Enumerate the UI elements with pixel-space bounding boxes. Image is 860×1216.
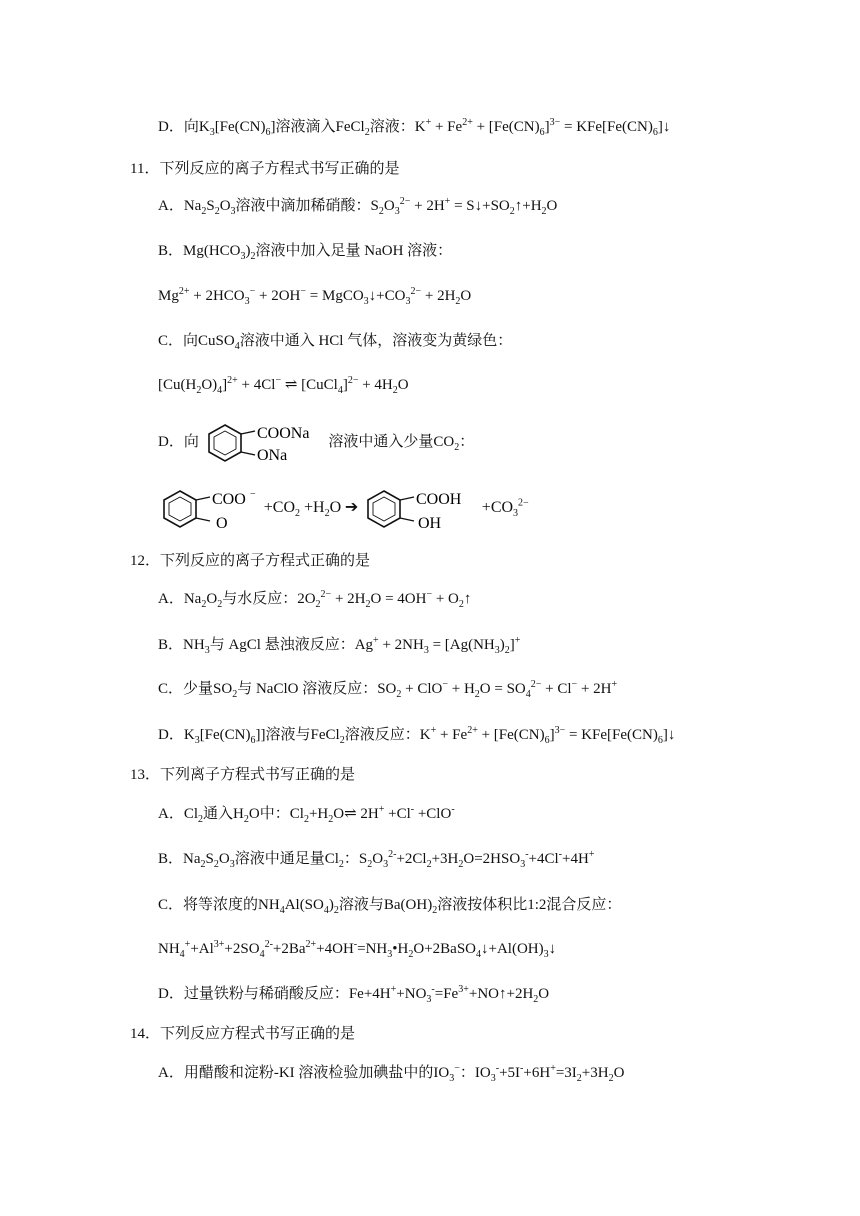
q11-option-c: C．向CuSO$_4$溶液中通入 HCl 气体，溶液变为黄绿色： — [158, 333, 513, 352]
q13-option-b: B．$Na_2S_2O_3$溶液中通足量$Cl_2$：$S_2O_3^{2-}+2Cl_2+3H_2O=2HSO_3^-+4Cl^-+4H^+$ — [158, 849, 595, 870]
q13-option-c: C．将等浓度的$NH_4Al(SO_4)_2$溶液与$Ba(OH)_2$溶液按体积比1:2混合反应： — [158, 897, 622, 916]
mol3-group-2: OH — [418, 514, 442, 532]
question-13-stem: 13．下列离子方程式书写正确的是 — [130, 767, 356, 783]
q10-option-d: D．向$K_3[Fe(CN)_6]$溶液滴入FeCl$_2$溶液：$K^+ + Fe^{2+} + [Fe(CN)_6]^{3-}$ = $KFe[Fe(CN)_6]↓$ — [158, 117, 671, 138]
question-11-stem: 11．下列反应的离子方程式书写正确的是 — [130, 161, 400, 177]
mol3-group-1: COOH — [416, 490, 462, 508]
mol2-group-2: O — [216, 514, 228, 532]
q11-option-b: B．$Mg(HCO_3)_2$溶液中加入足量 NaOH 溶液： — [158, 243, 453, 262]
salicylate-dianion-structure — [158, 486, 260, 532]
q12-option-b: B．$NH_3$与 AgCl 悬浊液反应：$Ag^+ + 2NH_3 = [Ag(NH_3)_2]^+$ — [158, 635, 521, 656]
salicylic-acid-structure — [362, 486, 478, 532]
svg-text:−: − — [250, 488, 256, 500]
mol1-group-2: ONa — [256, 446, 287, 464]
q11-option-a: A．$Na_2S_2O_3$溶液中滴加稀硝酸：$S_2O_3^{2-} + 2H^+$ = $S↓+SO_2↑+H_2O$ — [158, 196, 558, 217]
question-12-stem: 12．下列反应的离子方程式正确的是 — [130, 553, 371, 569]
reaction-arrow-icon: ➔ — [344, 499, 359, 516]
q13-option-c-equation: $NH_4^++Al^{3+}+2SO_4^{2-}+2Ba^{2+}+4OH^-=NH_3•H_2O+2BaSO_4↓+Al(OH)_3↓$ — [158, 939, 557, 960]
q12-option-d: D．$K_3[Fe(CN)_6]$]溶液与FeCl$_2$溶液反应：$K^+ + Fe^{2+} + [Fe(CN)_6]^{3-}$ = $KFe[Fe(CN)_6]↓$ — [158, 725, 676, 746]
q14-option-a: A．用醋酸和淀粉-KI 溶液检验加碘盐中的$IO_3^-$：$IO_3^-+5I^-+6H^+=3I_2+3H_2O$ — [158, 1063, 625, 1084]
q11-option-d-equation: COO − O $+CO_2 +H_2O$ ➔ COOH OH $+CO_3^{2-}$ — [158, 484, 529, 532]
q11-option-c-equation: $[Cu(H_2O)_4]^{2+} + 4Cl^-$ ⇌ [CuCl$_4$]$^{2-}$ + $4H_2O$ — [158, 375, 409, 396]
q12-option-c: C．少量$SO_2$与 NaClO 溶液反应：$SO_2 + ClO^- + H_2O = SO_4^{2-} + Cl^- + 2H^+$ — [158, 679, 618, 700]
q11-option-b-equation: $Mg^{2+} + 2HCO_3^- + 2OH^-$ = $MgCO_3↓+CO_3^{2-} + 2H_2O$ — [158, 286, 472, 307]
mol1-group-1: COONa — [256, 424, 310, 442]
mol2-group-1: COO — [212, 490, 246, 508]
q13-option-d: D．过量铁粉与稀硝酸反应：$Fe+4H^++NO_3^-=Fe^{3+}+NO↑+2H_2O$ — [158, 984, 550, 1005]
question-14-stem: 14．下列反应方程式书写正确的是 — [130, 1026, 356, 1042]
q12-option-a: A．$Na_2O_2$与水反应：$2O_2^{2-} + 2H_2O = 4OH^-$ + $O_2↑$ — [158, 589, 472, 610]
sodium-salicylate-structure — [203, 421, 325, 465]
q11-option-d: D．向 COONa ONa 溶液中通入少量$CO_2$： — [158, 420, 474, 465]
q13-option-a: A．$Cl_2$通入$H_2O$中：$Cl_2+H_2O\rightleftharpoons$ 2H+ +Cl- +ClO- — [158, 804, 455, 825]
